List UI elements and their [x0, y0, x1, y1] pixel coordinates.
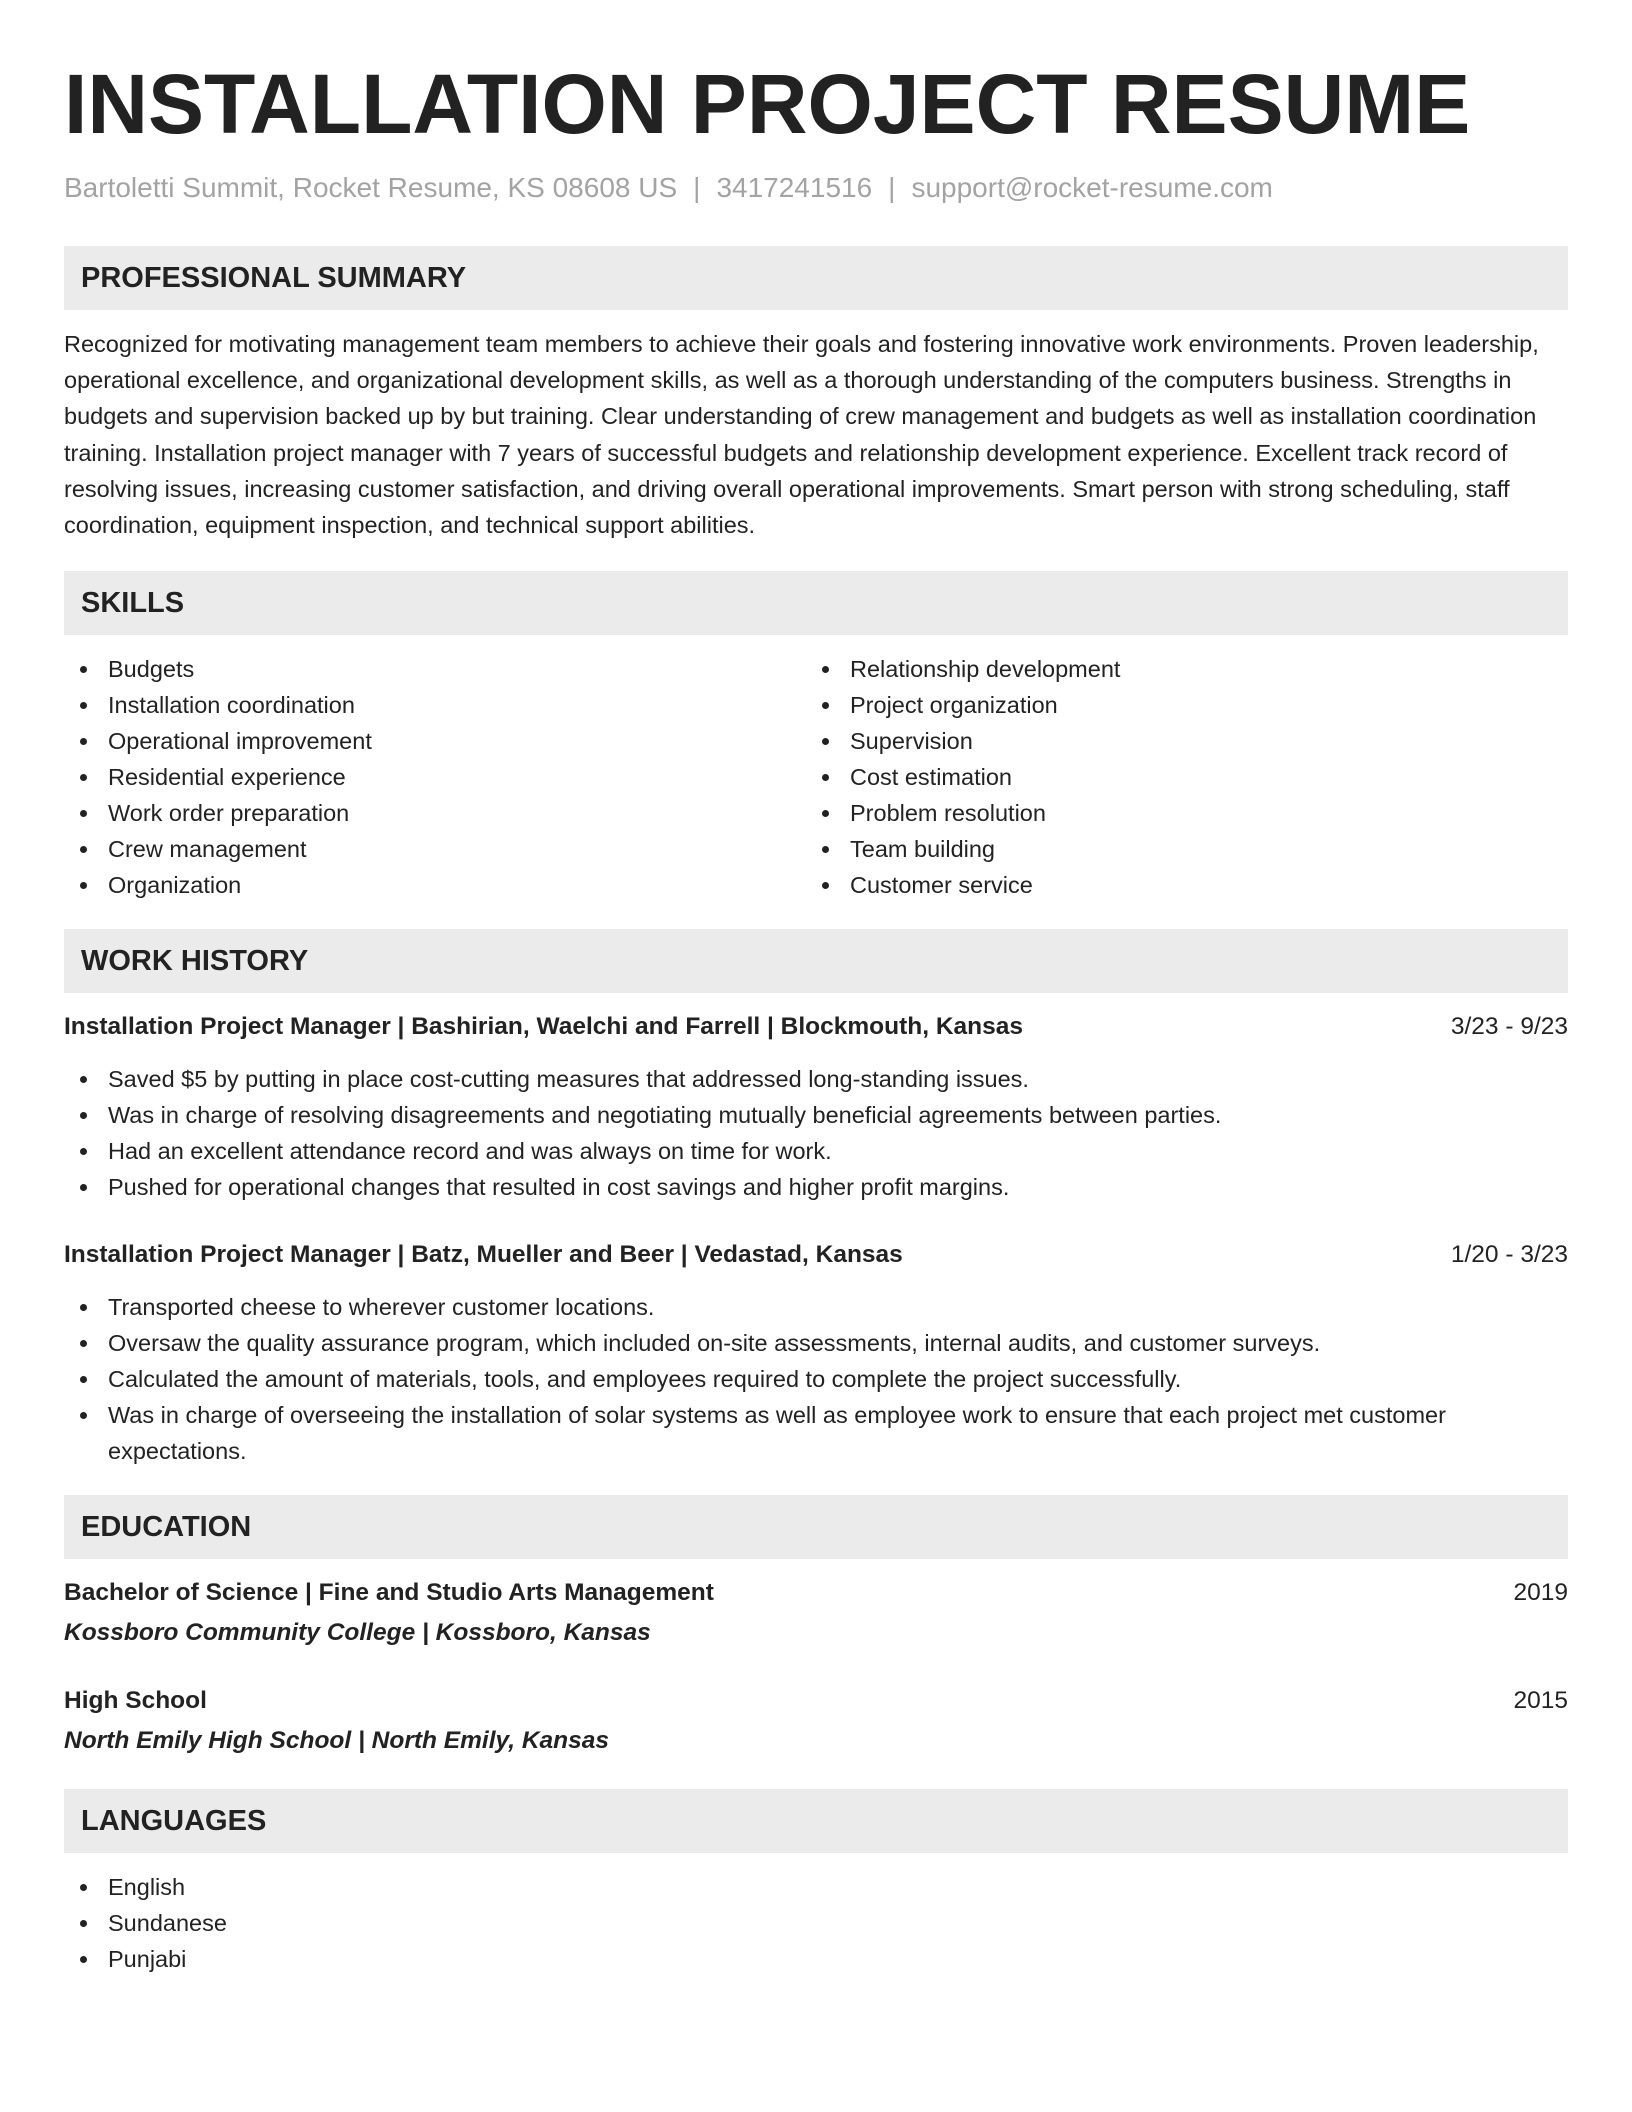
languages-list	[64, 1869, 1568, 1977]
job-bullet: Had an excellent attendance record and was always on time for work.	[64, 1133, 1568, 1169]
job-title: Installation Project Manager | Batz, Mueller and Beer | Vedastad, Kansas	[64, 1241, 903, 1269]
job-bullets	[64, 1061, 1568, 1205]
resume-page	[64, 50, 1568, 1977]
skill-item: Relationship development	[806, 651, 1548, 687]
skill-item: Cost estimation	[806, 759, 1548, 795]
contact-separator: |	[693, 172, 701, 203]
section-header-skills: SKILLS	[64, 571, 1568, 635]
education-year: 2019	[1513, 1579, 1568, 1607]
skill-item: Customer service	[806, 867, 1548, 903]
job-bullet: Oversaw the quality assurance program, which included on-site assessments, internal audits, and customer surveys.	[64, 1325, 1568, 1361]
job-dates: 3/23 - 9/23	[1450, 1013, 1568, 1041]
job-bullet: Calculated the amount of materials, tools, and employees required to complete the project successfully.	[64, 1361, 1568, 1397]
degree-title: Bachelor of Science | Fine and Studio Arts Management	[64, 1579, 714, 1607]
job-entry	[64, 1237, 1568, 1469]
job-header	[64, 1009, 1568, 1045]
school-name: North Emily High School | North Emily, Kansas	[64, 1727, 610, 1755]
job-entry	[64, 1009, 1568, 1205]
education-entry	[64, 1683, 1568, 1759]
skills-list	[64, 651, 1568, 903]
education-entry	[64, 1575, 1568, 1651]
skill-item: Residential experience	[64, 759, 806, 795]
education-header	[64, 1683, 1568, 1719]
skill-item: Work order preparation	[64, 795, 806, 831]
resume-title: INSTALLATION PROJECT RESUME	[64, 57, 1471, 151]
job-bullet: Saved $5 by putting in place cost-cutting measures that addressed long-standing issues.	[64, 1061, 1568, 1097]
job-header	[64, 1237, 1568, 1273]
skill-item: Organization	[64, 867, 806, 903]
job-title: Installation Project Manager | Bashirian, Waelchi and Farrell | Blockmouth, Kansas	[64, 1013, 1024, 1041]
job-dates: 1/20 - 3/23	[1450, 1241, 1568, 1269]
skill-item: Operational improvement	[64, 723, 806, 759]
contact-email: support@rocket-resume.com	[911, 172, 1273, 203]
job-bullet: Was in charge of resolving disagreements and negotiating mutually beneficial agreements between parties.	[64, 1097, 1568, 1133]
skill-item: Supervision	[806, 723, 1548, 759]
contact-separator: |	[888, 172, 896, 203]
language-item: Sundanese	[64, 1905, 1568, 1941]
school-name: Kossboro Community College | Kossboro, Kansas	[64, 1619, 651, 1647]
job-bullet: Transported cheese to wherever customer locations.	[64, 1289, 1568, 1325]
skills-column-left	[64, 651, 806, 903]
language-item: Punjabi	[64, 1941, 1568, 1977]
skill-item: Project organization	[806, 687, 1548, 723]
skills-column-right	[806, 651, 1548, 903]
job-bullet: Pushed for operational changes that resulted in cost savings and higher profit margins.	[64, 1169, 1568, 1205]
language-item: English	[64, 1869, 1568, 1905]
skill-item: Team building	[806, 831, 1548, 867]
skill-item: Installation coordination	[64, 687, 806, 723]
contact-phone: 3417241516	[716, 172, 873, 203]
section-header-work: WORK HISTORY	[64, 929, 1568, 993]
contact-address: Bartoletti Summit, Rocket Resume, KS 08608 US	[64, 172, 678, 203]
job-bullets	[64, 1289, 1568, 1469]
education-year: 2015	[1513, 1687, 1568, 1715]
section-header-education: EDUCATION	[64, 1495, 1568, 1559]
skill-item: Crew management	[64, 831, 806, 867]
contact-line	[64, 170, 1568, 206]
section-header-languages: LANGUAGES	[64, 1789, 1568, 1853]
skill-item: Problem resolution	[806, 795, 1548, 831]
job-bullet: Was in charge of overseeing the installation of solar systems as well as employee work to ensure that each project met customer expectations.	[64, 1397, 1568, 1469]
summary-text: Recognized for motivating management team members to achieve their goals and fostering innovative work environments. Proven leadership, operational excellence, and organizational development skills, as well as a thorough understanding of the computers business. Strengths in budgets and supervision backed up by but training. Clear understanding of crew management and budgets as well as installation coordination training. Installation project manager with 7 years of successful budgets and relationship development experience. Excellent track record of resolving issues, increasing customer satisfaction, and driving overall operational improvements. Smart person with strong scheduling, staff coordination, equipment inspection, and technical support abilities.	[64, 331, 1539, 539]
section-header-summary: PROFESSIONAL SUMMARY	[64, 246, 1568, 310]
skill-item: Budgets	[64, 651, 806, 687]
education-header	[64, 1575, 1568, 1611]
degree-title: High School	[64, 1687, 207, 1715]
